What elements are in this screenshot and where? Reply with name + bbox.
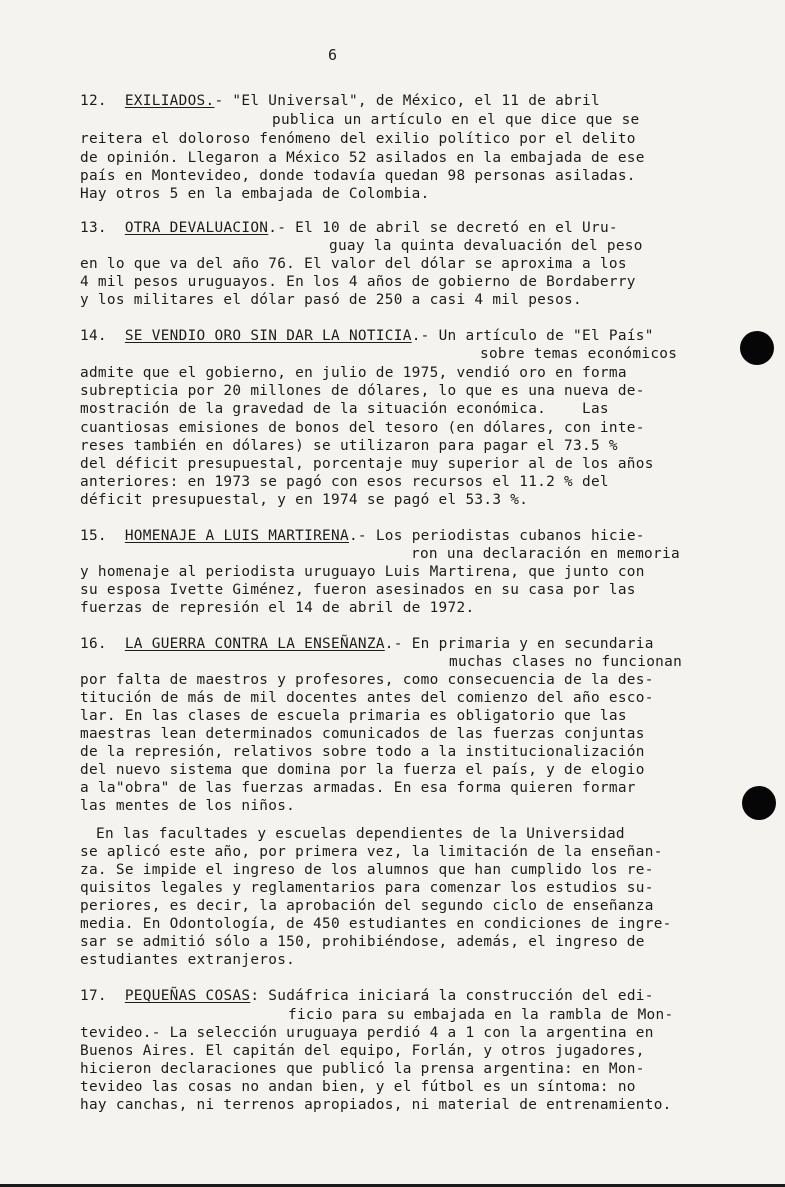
- text-line: za. Se impide el ingreso de los alumnos que han cumplido los re-: [80, 862, 654, 878]
- text-line: y los militares el dólar pasó de 250 a casi 4 mil pesos.: [80, 292, 582, 308]
- item-first-line-text: .- Los periodistas cubanos hicie-: [348, 528, 645, 544]
- text-line: su esposa Ivette Giménez, fueron asesinados en su casa por las: [80, 582, 636, 598]
- text-line: y homenaje al periodista uruguayo Luis Martirena, que junto con: [80, 564, 645, 580]
- text-line: tevideo.- La selección uruguaya perdió 4 a 1 con la argentina en: [80, 1025, 654, 1041]
- text-line: 4 mil pesos uruguayos. En los 4 años de gobierno de Bordaberry: [80, 274, 636, 290]
- text-line: hay canchas, ni terrenos apropiados, ni material de entrenamiento.: [80, 1097, 672, 1113]
- punch-hole-top: [740, 331, 774, 365]
- item-number: 15.: [80, 528, 107, 544]
- text-line: fuerzas de represión el 14 de abril de 1972.: [80, 600, 475, 616]
- text-line: periores, es decir, la aprobación del segundo ciclo de enseñanza: [80, 898, 654, 914]
- text-line: maestras lean determinados comunicados de las fuerzas conjuntas: [80, 726, 645, 742]
- item-number: 13.: [80, 220, 107, 236]
- text-line: muchas clases no funcionan: [449, 654, 683, 670]
- item-first-line-text: - "El Universal", de México, el 11 de abril: [214, 93, 600, 109]
- text-line: subrepticia por 20 millones de dólares, lo que es una nueva de-: [80, 383, 645, 399]
- text-line: sobre temas económicos: [480, 346, 678, 362]
- item-first-line-text: : Sudáfrica iniciará la construcción del edi-: [250, 988, 654, 1004]
- item-number: 14.: [80, 328, 107, 344]
- text-line: cuantiosas emisiones de bonos del tesoro (en dólares, con inte-: [80, 420, 645, 436]
- text-line: anteriores: en 1973 se pagó con esos recursos el 11.2 % del: [80, 474, 609, 490]
- item-heading: LA GUERRA CONTRA LA ENSEÑANZA: [124, 636, 385, 652]
- item-heading: OTRA DEVALUACION: [124, 220, 269, 236]
- text-line: Buenos Aires. El capitán del equipo, Forlán, y otros jugadores,: [80, 1043, 645, 1059]
- item-heading: PEQUEÑAS COSAS: [124, 988, 251, 1004]
- text-line: déficit presupuestal, y en 1974 se pagó el 53.3 %.: [80, 492, 529, 508]
- text-line: sar se admitió sólo a 150, prohibiéndose, además, el ingreso de: [80, 934, 645, 950]
- text-line: ron una declaración en memoria: [411, 546, 680, 562]
- text-line: hicieron declaraciones que publicó la prensa argentina: en Mon-: [80, 1061, 645, 1077]
- item-number: 12.: [80, 93, 107, 109]
- item-heading: EXILIADOS.: [124, 93, 215, 109]
- text-line: guay la quinta devaluación del peso: [329, 238, 643, 254]
- text-line: Hay otros 5 en la embajada de Colombia.: [80, 186, 430, 202]
- text-line: estudiantes extranjeros.: [80, 952, 296, 968]
- item-number: 17.: [80, 988, 107, 1004]
- item-15-first-line: [80, 527, 645, 546]
- item-13-first-line: [80, 219, 618, 238]
- punch-hole-bottom: [742, 786, 776, 820]
- item-16-first-line: [80, 635, 654, 654]
- page-number: 6: [328, 46, 338, 64]
- text-line: quisitos legales y reglamentarios para comenzar los estudios su-: [80, 880, 654, 896]
- item-14-first-line: [80, 327, 654, 346]
- text-line: ficio para su embajada en la rambla de Mon-: [288, 1007, 674, 1023]
- item-first-line-text: .- En primaria y en secundaria: [384, 636, 654, 652]
- text-line: en lo que va del año 76. El valor del dólar se aproxima a los: [80, 256, 627, 272]
- item-first-line-text: .- Un artículo de "El País": [411, 328, 654, 344]
- text-line: las mentes de los niños.: [80, 798, 296, 814]
- text-line: país en Montevideo, donde todavía quedan 98 personas asiladas.: [80, 168, 636, 184]
- text-line: mostración de la gravedad de la situación económica. Las: [80, 401, 609, 417]
- item-heading: SE VENDIO ORO SIN DAR LA NOTICIA: [124, 328, 412, 344]
- item-17-first-line: [80, 987, 654, 1006]
- item-12-first-line: [80, 92, 600, 111]
- text-line: tevideo las cosas no andan bien, y el fútbol es un síntoma: no: [80, 1079, 636, 1095]
- text-line: lar. En las clases de escuela primaria es obligatorio que las: [80, 708, 627, 724]
- text-line: del nuevo sistema que domina por la fuerza el país, y de elogio: [80, 762, 645, 778]
- item-heading: HOMENAJE A LUIS MARTIRENA: [124, 528, 349, 544]
- text-line: del déficit presupuestal, porcentaje muy superior al de los años: [80, 456, 654, 472]
- text-line: de opinión. Llegaron a México 52 asilados en la embajada de ese: [80, 150, 645, 166]
- text-line: por falta de maestros y profesores, como consecuencia de la des-: [80, 672, 654, 688]
- text-line: a la"obra" de las fuerzas armadas. En esa forma quieren formar: [80, 780, 636, 796]
- text-line: se aplicó este año, por primera vez, la limitación de la enseñan-: [80, 844, 663, 860]
- text-line: admite que el gobierno, en julio de 1975, vendió oro en forma: [80, 365, 627, 381]
- text-line: En las facultades y escuelas dependientes de la Universidad: [96, 826, 625, 842]
- text-line: publica un artículo en el que dice que se: [272, 112, 640, 128]
- item-number: 16.: [80, 636, 107, 652]
- text-line: media. En Odontología, de 450 estudiantes en condiciones de ingre-: [80, 916, 672, 932]
- text-line: reses también en dólares) se utilizaron para pagar el 73.5 %: [80, 438, 618, 454]
- text-line: reitera el doloroso fenómeno del exilio político por el delito: [80, 131, 636, 147]
- item-first-line-text: .- El 10 de abril se decretó en el Uru-: [268, 220, 618, 236]
- text-line: de la represión, relativos sobre todo a la institucionalización: [80, 744, 645, 760]
- text-line: titución de más de mil docentes antes del comienzo del año esco-: [80, 690, 654, 706]
